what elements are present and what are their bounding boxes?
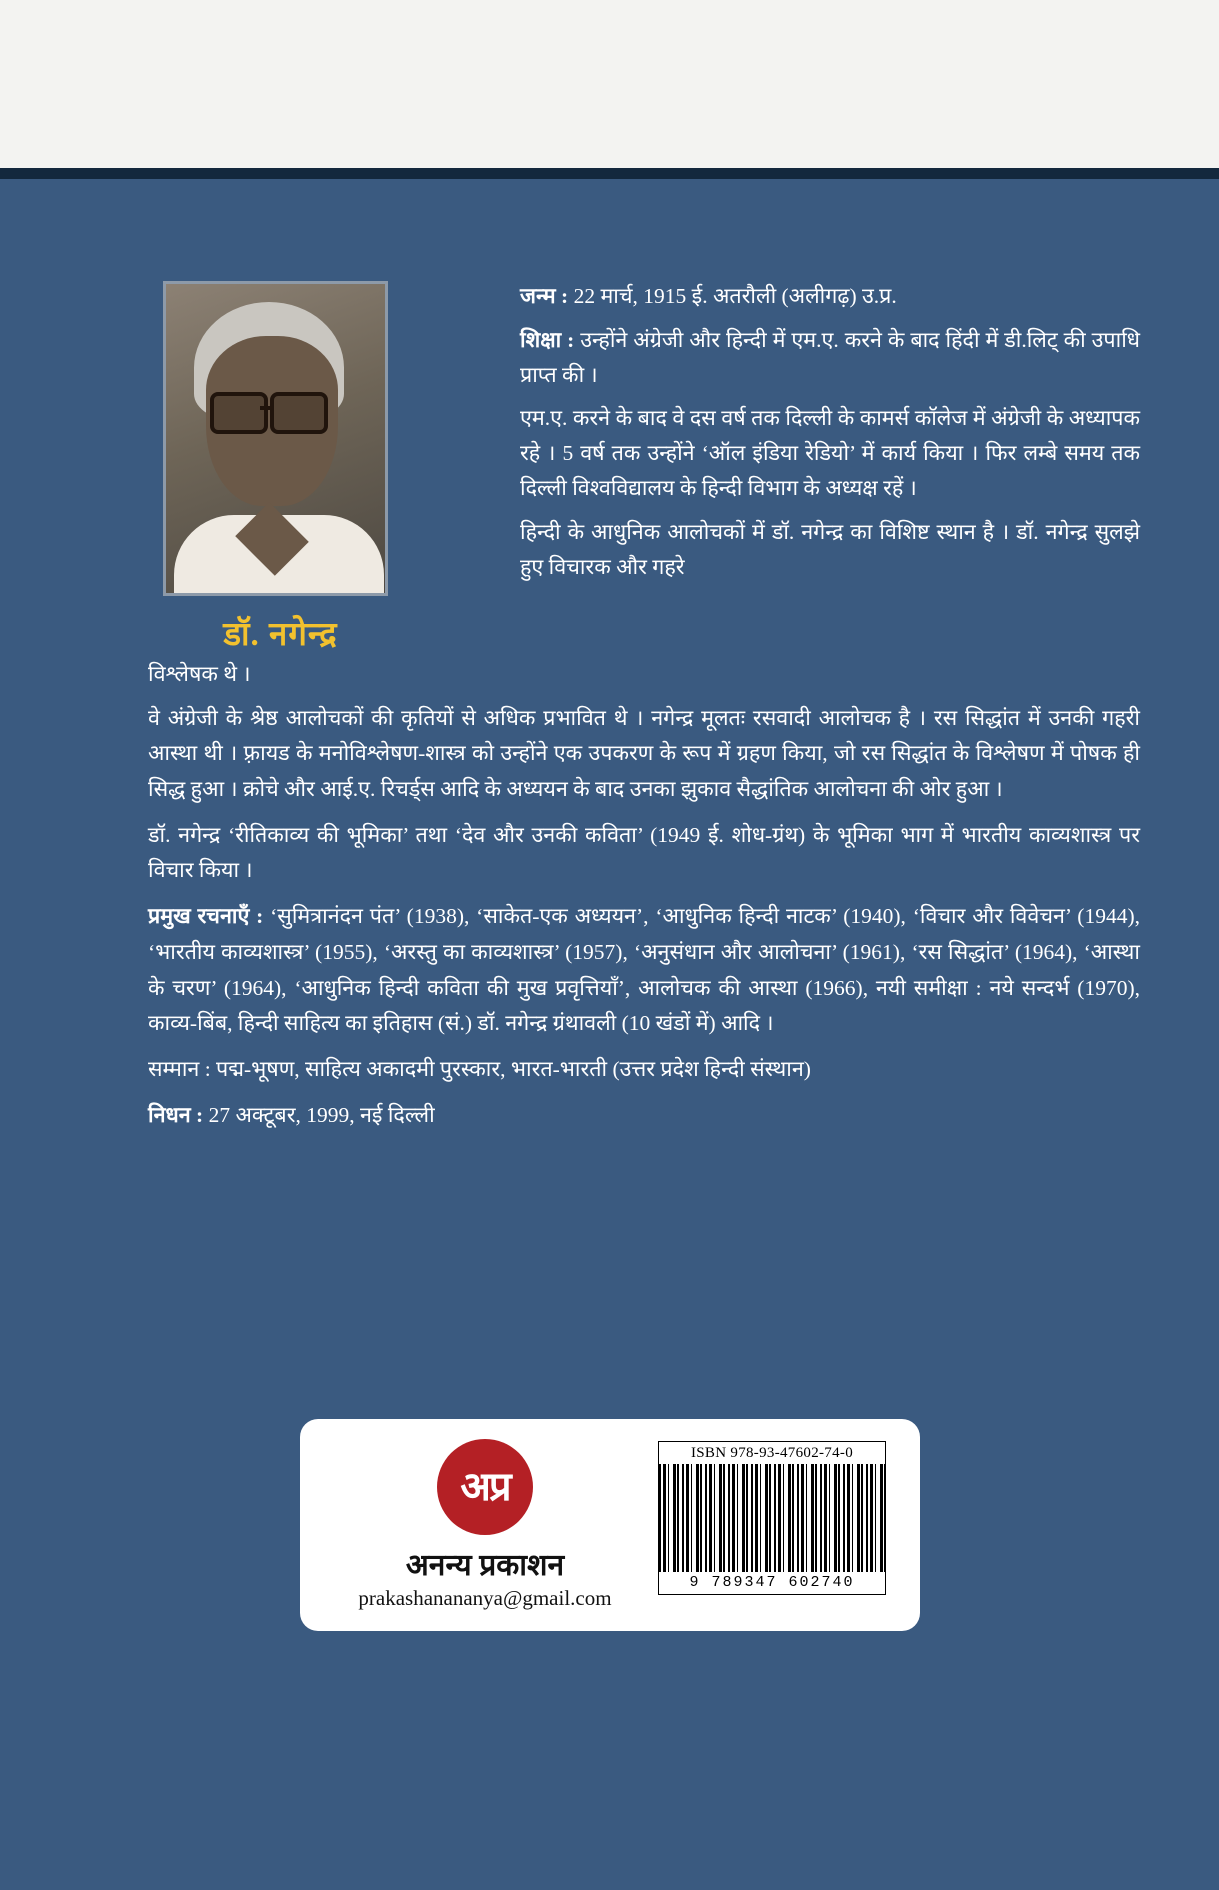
publisher-name: अनन्य प्रकाशन [405,1549,565,1582]
barcode-digits: 9 789347 602740 [658,1572,886,1595]
biography-body [148,657,1140,1143]
publisher-card [300,1419,920,1631]
fact-education-label: शिक्षा : [520,327,575,352]
honours [148,1052,1140,1088]
fact-birth-label: जन्म : [520,284,569,308]
death-label: निधन : [148,1102,204,1127]
fact-education-value: उन्होंने अंग्रेजी और हिन्दी में एम.ए. करने के बाद हिंदी में डी.लिट् की उपाधि प्राप्त की । [520,327,1140,387]
honours-value: पद्म-भूषण, साहित्य अकादमी पुरस्कार, भारत-भारती (उत्तर प्रदेश हिन्दी संस्थान) [210,1056,811,1081]
major-works [148,899,1140,1042]
photo-eyeglass-left [210,392,268,434]
isbn-block [658,1441,886,1595]
body-paragraph-3: डॉ. नगेन्द्र ‘रीतिकाव्य की भूमिका’ तथा ‘देव और उनकी कविता’ (1949 ई. शोध-ग्रंथ) के भूमिका भाग में भारतीय काव्यशास्त्र पर विचार किया । [148,822,1140,883]
author-name-caption: डॉ. नगेन्द्र [223,617,338,653]
intro-paragraph-2: हिन्दी के आधुनिक आलोचकों में डॉ. नगेन्द्र का विशिष्ट स्थान है । डॉ. नगेन्द्र सुलझे हुए विचारक और गहरे [520,519,1140,579]
publisher-block [340,1439,630,1611]
death [148,1098,1140,1134]
publisher-logo-icon: अप्र [437,1439,533,1535]
photo-eyeglass-right [270,392,328,434]
author-photograph [163,281,388,596]
photo-eyeglass-bridge [260,406,274,410]
cover-body-area [0,179,1219,1890]
fact-birth-value: 22 मार्च, 1915 ई. अतरौली (अलीगढ़) उ.प्र. [568,284,897,308]
author-photo-block [163,281,398,655]
death-value: 27 अक्टूबर, 1999, नई दिल्ली [203,1102,435,1127]
author-facts-column [520,279,1140,594]
body-paragraph-1: विश्लेषक थे । [148,662,251,686]
publisher-email: prakashanananya@gmail.com [358,1586,612,1610]
body-paragraph-2: वे अंग्रेजी के श्रेष्ठ आलोचकों की कृतियों से अधिक प्रभावित थे । नगेन्द्र मूलतः रसवादी आलोचक है । रस सिद्धांत में उनकी गहरी आस्था थी । फ़्रायड के मनोविश्लेषण-शास्त्र को उन्होंने एक उपकरण के रूप में ग्रहण किया, जो रस सिद्धांत के विश्लेषण में पोषक ही सिद्ध हुआ । क्रोचे और आई.ए. रिचर्ड्स आदि के अध्ययन के बाद उनका झुकाव सैद्धांतिक आलोचना की ओर हुआ । [148,705,1140,802]
honours-label: सम्मान : [148,1056,211,1081]
major-works-label: प्रमुख रचनाएँ : [148,904,264,929]
top-horizontal-rule [0,168,1219,179]
fact-birth [520,279,1140,314]
barcode-icon [658,1464,886,1572]
top-white-strip [0,0,1219,168]
fact-education [520,323,1140,393]
major-works-list: ‘सुमित्रानंदन पंत’ (1938), ‘साकेत-एक अध्ययन’, ‘आधुनिक हिन्दी नाटक’ (1940), ‘विचार और विवेचन’ (1944), ‘भारतीय काव्यशास्त्र’ (1955), ‘अरस्तु का काव्यशास्त्र’ (1957), ‘अनुसंधान और आलोचना’ (1961), ‘रस सिद्धांत’ (1964), ‘आस्था के चरण’ (1964), ‘आधुनिक हिन्दी कविता की मुख प्रवृत्तियाँ’, आलोचक की आस्था (1966), नयी समीक्षा : नये सन्दर्भ (1970), काव्य-बिंब, हिन्दी साहित्य का इतिहास (सं.) डॉ. नगेन्द्र ग्रंथावली (10 खंडों में) आदि । [148,904,1140,1036]
isbn-text: ISBN 978-93-47602-74-0 [658,1441,886,1464]
intro-paragraph-1: एम.ए. करने के बाद वे दस वर्ष तक दिल्ली के कामर्स कॉलेज में अंग्रेजी के अध्यापक रहे । 5 वर्ष तक उन्होंने ‘ऑल इंडिया रेडियो’ में कार्य किया । फिर लम्बे समय तक दिल्ली विश्वविद्यालय के हिन्दी विभाग के अध्यक्ष रहें । [520,406,1140,501]
